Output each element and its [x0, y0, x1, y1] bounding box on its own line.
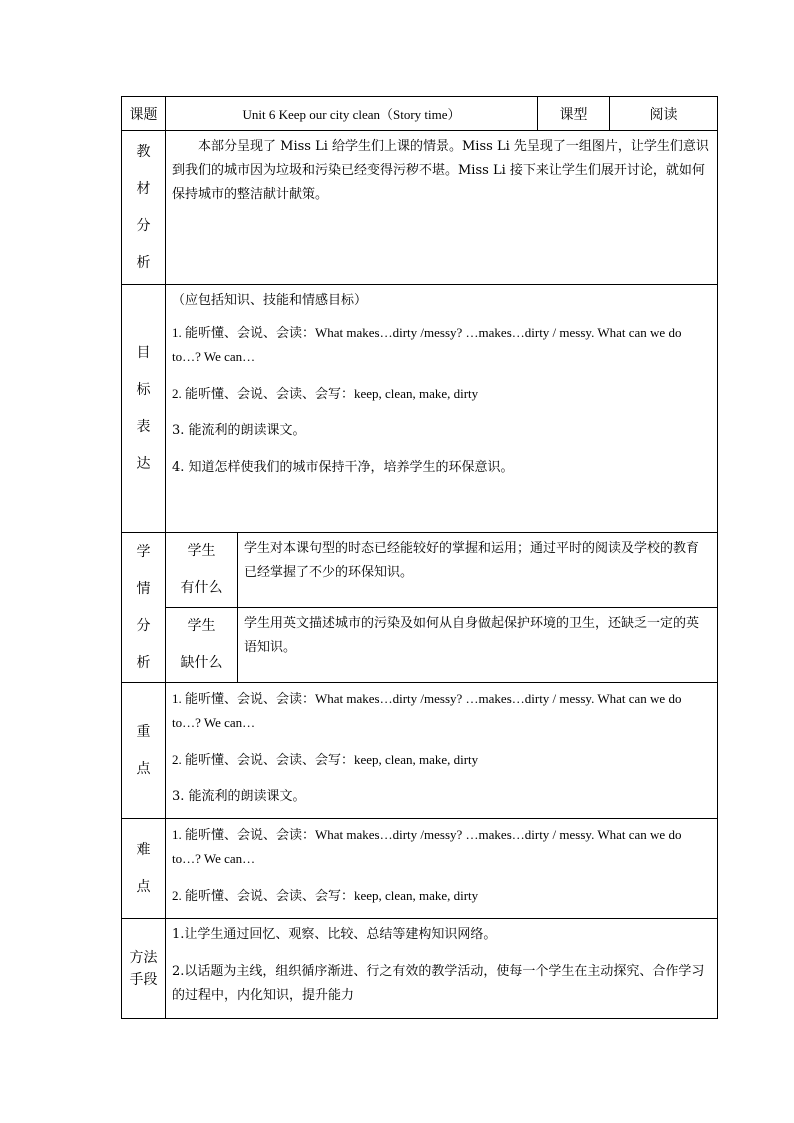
- course-title: Unit 6 Keep our city clean（Story time）: [166, 97, 538, 131]
- difficulty-item: 1. 能听懂、会说、会读：What makes…dirty /messy? …makes…dirty / messy. What can we do to…? We can…: [172, 827, 682, 866]
- methods-content: [166, 919, 718, 1019]
- learner-lack-text: 学生用英文描述城市的污染及如何从自身做起保护环境的卫生，还缺乏一定的英语知识。: [238, 608, 718, 683]
- sub-label-line: 有什么: [180, 580, 223, 596]
- objective-item: 4. 知道怎样使我们的城市保持干净，培养学生的环保意识。: [172, 460, 514, 475]
- type-value: 阅读: [610, 97, 718, 131]
- label-char: 标: [136, 381, 151, 398]
- label-char: 难: [136, 841, 151, 858]
- methods-label-line: 方法: [129, 949, 158, 966]
- textbook-analysis-label: [122, 131, 166, 285]
- objective-item: 2. 能听懂、会说、会读、会写：keep, clean, make, dirty: [172, 386, 479, 401]
- key-point-item: 1. 能听懂、会说、会读：What makes…dirty /messy? …makes…dirty / messy. What can we do to…? We can…: [172, 691, 682, 730]
- methods-row: [122, 919, 718, 1019]
- objectives-row: [122, 285, 718, 533]
- learner-lack-row: [122, 608, 718, 683]
- label-char: 达: [136, 455, 151, 472]
- sub-label-line: 学生: [187, 543, 216, 559]
- sub-label-line: 缺什么: [180, 655, 223, 671]
- difficulties-content: [166, 819, 718, 919]
- header-row: [122, 97, 718, 131]
- key-point-item: 2. 能听懂、会说、会读、会写：keep, clean, make, dirty: [172, 752, 479, 767]
- learner-have-label: [166, 533, 238, 608]
- key-points-content: [166, 683, 718, 819]
- label-char: 学: [136, 543, 151, 560]
- label-char: 情: [136, 580, 151, 597]
- label-char: 重: [136, 723, 151, 740]
- method-item: 1.让学生通过回忆、观察、比较、总结等建构知识网络。: [172, 927, 497, 942]
- objectives-label: [122, 285, 166, 533]
- learner-analysis-label: [122, 533, 166, 683]
- lesson-plan-table: [121, 96, 718, 1019]
- label-char: 析: [136, 654, 151, 671]
- label-char: 表: [136, 418, 151, 435]
- objective-item: 3. 能流利的朗读课文。: [172, 423, 306, 438]
- type-label: 课型: [538, 97, 610, 131]
- objectives-content: [166, 285, 718, 533]
- label-char: 分: [136, 217, 151, 234]
- label-char: 析: [136, 254, 151, 271]
- label-char: 分: [136, 617, 151, 634]
- objectives-note: （应包括知识、技能和情感目标）: [172, 293, 368, 308]
- learner-lack-label: [166, 608, 238, 683]
- label-char: 点: [136, 760, 151, 777]
- textbook-analysis-row: [122, 131, 718, 285]
- objective-item: 1. 能听懂、会说、会读：What makes…dirty /messy? …makes…dirty / messy. What can we do to…? We can…: [172, 325, 682, 364]
- textbook-analysis-text: 本部分呈现了 Miss Li 给学生们上课的情景。Miss Li 先呈现了一组图片，让学生们意识到我们的城市因为垃圾和污染已经变得污秽不堪。Miss Li 接下来让学生们展开讨论，就如何保持城市的整洁献计献策。: [172, 139, 709, 202]
- difficulties-row: [122, 819, 718, 919]
- key-points-label: [122, 683, 166, 819]
- difficulties-label: [122, 819, 166, 919]
- key-point-item: 3. 能流利的朗读课文。: [172, 789, 306, 804]
- key-points-row: [122, 683, 718, 819]
- course-label: 课题: [122, 97, 166, 131]
- methods-label-line: 手段: [129, 971, 158, 988]
- learner-have-text: 学生对本课句型的时态已经能较好的掌握和运用；通过平时的阅读及学校的教育已经掌握了不少的环保知识。: [238, 533, 718, 608]
- label-char: 教: [136, 143, 151, 160]
- difficulty-item: 2. 能听懂、会说、会读、会写：keep, clean, make, dirty: [172, 888, 479, 903]
- label-char: 材: [136, 180, 151, 197]
- label-char: 目: [136, 344, 151, 361]
- method-item: 2.以话题为主线，组织循序渐进、行之有效的教学活动，使每一个学生在主动探究、合作学习的过程中，内化知识，提升能力: [172, 964, 705, 1003]
- methods-label: [122, 919, 166, 1019]
- label-char: 点: [136, 878, 151, 895]
- learner-have-row: [122, 533, 718, 608]
- sub-label-line: 学生: [187, 618, 216, 634]
- textbook-analysis-content: [166, 131, 718, 285]
